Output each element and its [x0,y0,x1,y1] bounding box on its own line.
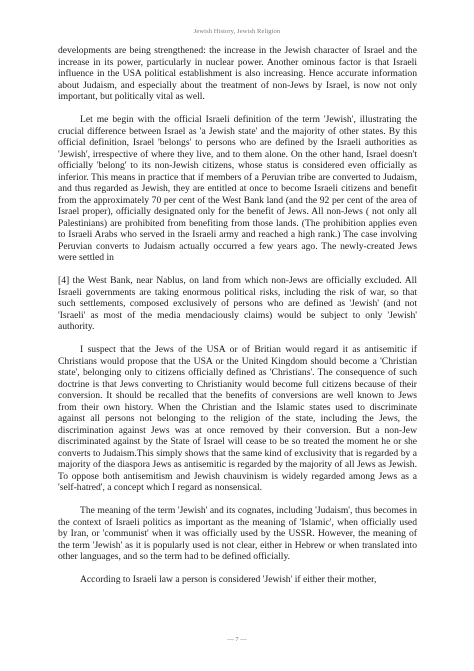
page-number: — 7 — [227,636,247,643]
paragraph-continued: developments are being strengthened: the increase in the Jewish character of Israel and the increase in its power, particularly in nuclear power. Another ominous factor is that Israeli influence in the USA political establishment is also increasing. Hence accurate information about Judaism, and especially about the treatment of non-Jews by Israel, is now not only important, but politically vital as well. [58,45,417,102]
running-header: Jewish History, Jewish Religion [193,28,281,35]
paragraph-meaning-of-term: The meaning of the term 'Jewish' and its cognates, including 'Judaism', thus becomes in the context of Israeli politics as important as the meaning of 'Islamic', when officially used by Iran, or 'communist' when it was officially used by the USSR. However, the meaning of the term 'Jewish' as it is popularly used is not clear, either in Hebrew or when translated into other languages, and so the term had to be defined officially. [58,505,417,562]
paragraph-definition-of-jewish: Let me begin with the official Israeli definition of the term 'Jewish', illustrating the crucial difference between Israel as 'a Jewish state' and the majority of other states. By this official definition, Israel 'belongs' to persons who are defined by the Israeli authorities as 'Jewish', irrespective of where they live, and to them alone. On the other hand, Israel doesn't officially 'belong' to its non-Jewish citizens, whose status is considered even officially as inferior. This means in practice that if members of a Peruvian tribe are converted to Judaism, and thus regarded as Jewish, they are entitled at once to become Israeli citizens and benefit from the approximately 70 per cent of the West Bank land (and the 92 per cent of the area of Israel proper), officially designated only for the benefit of Jews. All non-Jews ( not only all Palestinians) are prohibited from benefiting from those lands. (The prohibition applies even to Israeli Arabs who served in the Israeli army and reached a high rank.) The case involving Peruvian converts to Judaism actually occurred a few years ago. The newly-created Jews were settled in [58,114,417,263]
paragraph-west-bank-settlements: [4] the West Bank, near Nablus, on land from which non-Jews are officially excluded. All Israeli governments are taking enormous political risks, including the risk of war, so that such settlements, composed exclusively of persons who are defined as 'Jewish' (and not 'Israeli' as most of the media mendaciously claims) would be subject to only 'Jewish' authority. [58,275,417,332]
paragraph-israeli-law: According to Israeli law a person is considered 'Jewish' if either their mother, [80,574,377,585]
page-body [58,45,417,586]
paragraph-christian-state-analogy: I suspect that the Jews of the USA or of Britian would regard it as antisemitic if Christians would propose that the USA or the United Kingdom should become a 'Christian state', belonging only to citizens officially defined as 'Christians'. The consequence of such doctrine is that Jews converting to Christianity would become full citizens because of their conversion. It should be recalled that the benefits of conversions are well known to Jews from their own history. When the Christian and the Islamic states used to discriminate against all persons not belonging to the religion of the state, including the Jews, the discrimination against Jews was at once removed by their conversion. But a non-Jew discriminated against by the State of Israel will cease to be so treated the moment he or she converts to Judaism.This simply shows that the same kind of exclusivity that is regarded by a majority of the diaspora Jews as antisemitic is regarded by the majority of all Jews as Jewish. To oppose both antisemitism and Jewish chauvinism is widely regarded among Jews as a 'self-hatred', a concept which I regard as nonsensical. [58,344,417,493]
